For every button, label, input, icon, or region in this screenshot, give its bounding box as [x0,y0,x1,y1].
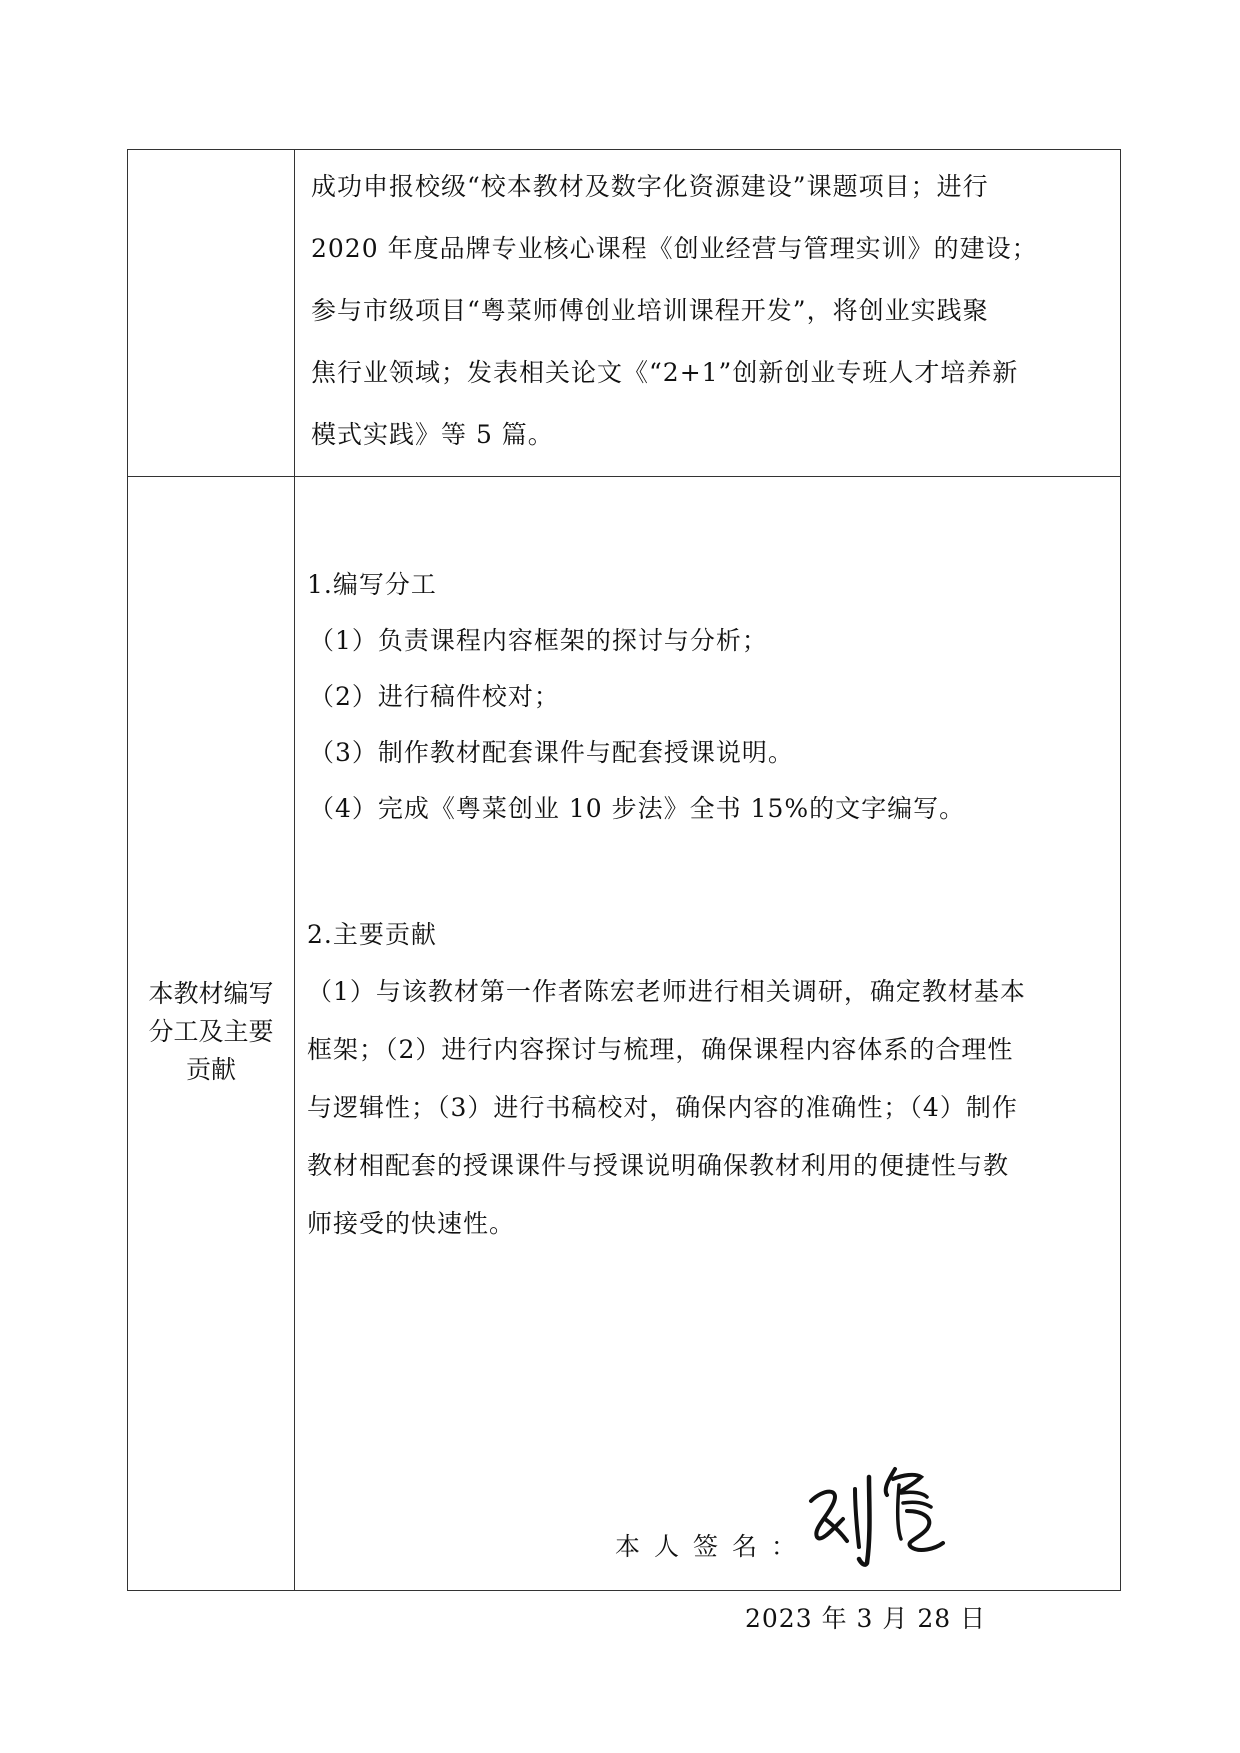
research-paragraph [295,150,1120,466]
paragraph-line: 与逻辑性；（3）进行书稿校对，确保内容的准确性；（4）制作 [307,1093,1018,1122]
main-contribution-section [307,907,1108,1253]
content-cell-top [295,150,1121,477]
content-cell-bottom [295,477,1121,1633]
division-of-work-section [307,557,1108,837]
row-label-line: 贡献 [185,1055,236,1084]
list-item: （4）完成《粤菜创业 10 步法》全书 15%的文字编写。 [309,794,966,823]
label-cell [128,477,295,1591]
label-cell-empty [128,150,295,477]
paragraph-line: 2020 年度品牌专业核心课程《创业经营与管理实训》的建设； [311,234,1038,263]
signature-date: 2023 年 3 月 28 日 [745,1604,987,1633]
row-label-line: 分工及主要 [148,1017,274,1046]
section-heading: 2.主要贡献 [307,920,437,949]
paragraph-line: 成功申报校级“校本教材及数字化资源建设”课题项目；进行 [311,172,989,201]
contribution-paragraph [307,963,1108,1253]
list-item: （1）负责课程内容框架的探讨与分析； [309,626,768,655]
row-label [128,975,294,1089]
table-row [128,477,1121,1591]
list-item: （3）制作教材配套课件与配套授课说明。 [309,738,794,767]
contribution-table [127,149,1121,1633]
paragraph-line: 焦行业领域；发表相关论文《“2+1”创新创业专班人才培养新 [311,358,1019,387]
row-label-line: 本教材编写 [148,979,274,1008]
signature-label: 本人签名： [615,1532,811,1561]
section-heading: 1.编写分工 [307,570,437,599]
paragraph-line: 教材相配套的授课课件与授课说明确保教材利用的便捷性与教 [307,1151,1010,1180]
paragraph-line: （1）与该教材第一作者陈宏老师进行相关调研，确定教材基本 [307,977,1026,1006]
signature-block [615,1487,1115,1687]
table-row [128,150,1121,477]
handwritten-signature [803,1459,953,1569]
paragraph-line: 模式实践》等 5 篇。 [311,420,554,449]
paragraph-line: 师接受的快速性。 [307,1209,516,1238]
list-item: （2）进行稿件校对； [309,682,560,711]
paragraph-line: 框架；（2）进行内容探讨与梳理，确保课程内容体系的合理性 [307,1035,1014,1064]
paragraph-line: 参与市级项目“粤菜师傅创业培训课程开发”，将创业实践聚 [311,296,989,325]
